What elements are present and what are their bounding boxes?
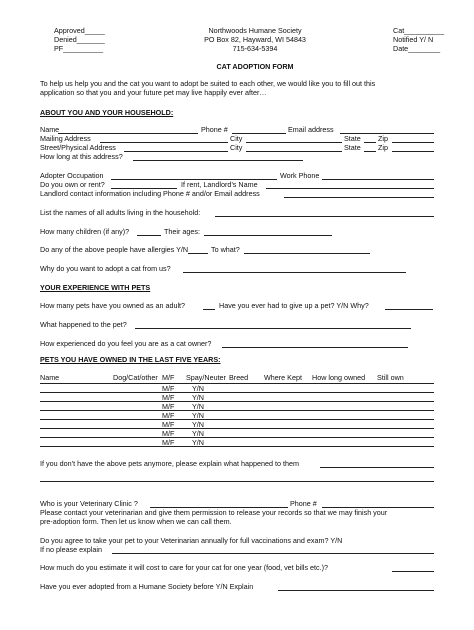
intro-line-2: application so that you and your future pet may live happily ever after…: [40, 88, 267, 97]
spay-option[interactable]: Y/N: [192, 420, 204, 429]
allergies-label: Do any of the above people have allergies Y/N: [40, 245, 189, 254]
row-line: [40, 419, 434, 420]
owned-label: How many pets have you owned as an adult?: [40, 301, 186, 310]
children-label: How many children (if any)?: [40, 227, 130, 236]
row-line: [40, 392, 434, 393]
sex-option[interactable]: M/F: [162, 384, 175, 393]
children-line[interactable]: [137, 235, 161, 236]
col-where-kept: Where Kept: [264, 373, 302, 382]
state-label: State: [344, 134, 361, 143]
notified-field[interactable]: Notified Y/ N: [393, 35, 434, 44]
city-label-2: City: [230, 143, 243, 152]
approved-field[interactable]: Approved_____: [54, 26, 105, 35]
pf-field[interactable]: PF__________: [54, 44, 104, 53]
spay-option[interactable]: Y/N: [192, 429, 204, 438]
how-long-label: How long at this address?: [40, 152, 123, 161]
zip-label: Zip: [378, 134, 388, 143]
sex-option[interactable]: M/F: [162, 393, 175, 402]
to-what-label: To what?: [211, 245, 240, 254]
city-line-2[interactable]: [246, 151, 342, 152]
work-phone-line[interactable]: [322, 179, 434, 180]
experienced-line[interactable]: [222, 347, 408, 348]
col-spay-neuter: Spay/Neuter: [186, 373, 226, 382]
given-up-label: Have you ever had to give up a pet? Y/N Why?: [219, 301, 369, 310]
zip-line-2[interactable]: [392, 151, 434, 152]
experienced-label: How experienced do you feel you are as a cat owner?: [40, 339, 212, 348]
city-label: City: [230, 134, 243, 143]
happened-line[interactable]: [135, 328, 411, 329]
section-household-heading: ABOUT YOU AND YOUR HOUSEHOLD:: [40, 108, 174, 117]
explain-line-2[interactable]: [40, 481, 434, 482]
zip-line[interactable]: [392, 142, 434, 143]
form-title: CAT ADOPTION FORM: [216, 62, 294, 71]
row-line: [40, 428, 434, 429]
why-adopt-label: Why do you want to adopt a cat from us?: [40, 264, 171, 273]
consent-line-2: pre-adoption form. Then let us know when we can call them.: [40, 517, 232, 526]
if-no-line[interactable]: [112, 553, 434, 554]
col-how-long: How long owned: [312, 373, 366, 382]
adopted-before-label: Have you ever adopted from a Humane Society before Y/N Explain: [40, 582, 254, 591]
mailing-label: Mailing Address: [40, 134, 91, 143]
col-sex: M/F: [162, 373, 175, 382]
email-label: Email address: [288, 125, 334, 134]
row-line: [40, 446, 434, 447]
zip-label-2: Zip: [378, 143, 388, 152]
section-experience-heading: YOUR EXPERIENCE WITH PETS: [40, 283, 151, 292]
ages-line[interactable]: [204, 235, 332, 236]
adults-line[interactable]: [215, 216, 434, 217]
landlord-contact-line[interactable]: [284, 197, 434, 198]
cost-line[interactable]: [392, 571, 434, 572]
happened-label: What happened to the pet?: [40, 320, 127, 329]
sex-option[interactable]: M/F: [162, 429, 175, 438]
col-type: Dog/Cat/other: [113, 373, 158, 382]
if-no-label: If no please explain: [40, 545, 102, 554]
adults-label: List the names of all adults living in the household:: [40, 208, 201, 217]
org-address: PO Box 82, Hayward, WI 54843: [204, 35, 306, 44]
state-line-2[interactable]: [364, 151, 376, 152]
spay-option[interactable]: Y/N: [192, 438, 204, 447]
spay-option[interactable]: Y/N: [192, 402, 204, 411]
work-phone-label: Work Phone: [280, 171, 320, 180]
mailing-line[interactable]: [100, 142, 228, 143]
spay-option[interactable]: Y/N: [192, 411, 204, 420]
phone-label: Phone #: [201, 125, 228, 134]
row-line: [40, 410, 434, 411]
to-what-line[interactable]: [244, 253, 370, 254]
landlord-contact-label: Landlord contact information including Phone # and/or Email address: [40, 189, 260, 198]
name-label: Name: [40, 125, 60, 134]
allergies-line[interactable]: [188, 253, 208, 254]
street-line[interactable]: [124, 151, 228, 152]
state-line[interactable]: [364, 142, 376, 143]
city-line[interactable]: [246, 142, 342, 143]
landlord-name-label: If rent, Landlord’s Name: [181, 180, 258, 189]
sex-option[interactable]: M/F: [162, 411, 175, 420]
cat-field[interactable]: Cat__________: [393, 26, 445, 35]
explain-line-1[interactable]: [320, 467, 434, 468]
intro-line-1: To help us help you and the cat you want to adopt be suited to each other, we would like you to fill out this: [40, 79, 376, 88]
col-breed: Breed: [229, 373, 249, 382]
agree-label: Do you agree to take your pet to your Veterinarian annually for full vaccinations and exam? Y/N: [40, 536, 343, 545]
occupation-label: Adopter Occupation: [40, 171, 104, 180]
col-still-own: Still own: [377, 373, 404, 382]
table-header-rule: [40, 383, 434, 384]
org-name: Northwoods Humane Society: [208, 26, 302, 35]
col-name: Name: [40, 373, 60, 382]
street-label: Street/Physical Address: [40, 143, 116, 152]
why-adopt-line[interactable]: [183, 272, 406, 273]
sex-option[interactable]: M/F: [162, 420, 175, 429]
state-label-2: State: [344, 143, 361, 152]
denied-field[interactable]: Denied_______: [54, 35, 105, 44]
how-long-line[interactable]: [133, 160, 303, 161]
owned-line[interactable]: [203, 309, 215, 310]
row-line: [40, 437, 434, 438]
cost-label: How much do you estimate it will cost to care for your cat for one year (food, vet bills etc.)?: [40, 563, 329, 572]
vet-phone-label: Phone #: [290, 499, 317, 508]
section-pets-owned-heading: PETS YOU HAVE OWNED IN THE LAST FIVE YEARS:: [40, 355, 221, 364]
spay-option[interactable]: Y/N: [192, 384, 204, 393]
explain-label: If you don’t have the above pets anymore, please explain what happened to them: [40, 459, 299, 468]
vet-clinic-label: Who is your Veterinary Clinic ?: [40, 499, 138, 508]
own-rent-label: Do you own or rent?: [40, 180, 105, 189]
sex-option[interactable]: M/F: [162, 438, 175, 447]
ages-label: Their ages:: [164, 227, 200, 236]
given-up-line[interactable]: [385, 309, 433, 310]
adopted-before-line[interactable]: [278, 590, 434, 591]
spay-option[interactable]: Y/N: [192, 393, 204, 402]
org-phone: 715-634-5394: [232, 44, 278, 53]
row-line: [40, 401, 434, 402]
consent-line-1: Please contact your veterinarian and give them permission to release your records so that we may finish your: [40, 508, 388, 517]
date-field[interactable]: Date________: [393, 44, 441, 53]
sex-option[interactable]: M/F: [162, 402, 175, 411]
landlord-name-line[interactable]: [266, 188, 434, 189]
